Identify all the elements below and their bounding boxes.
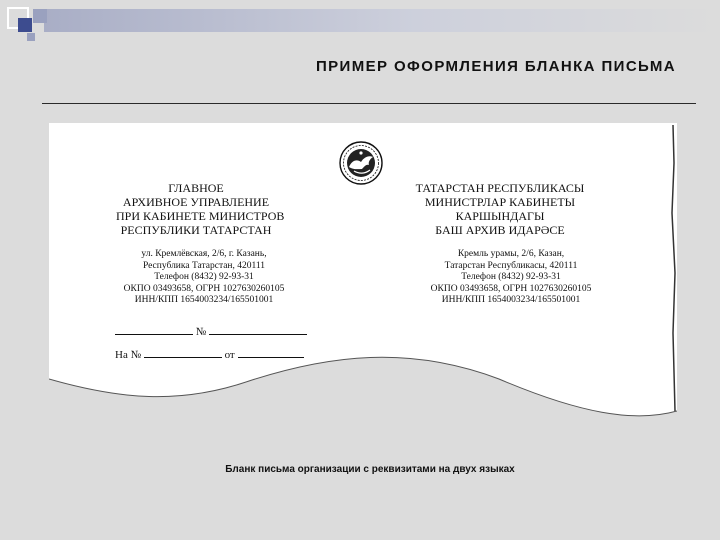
left-org-line: РЕСПУБЛИКИ ТАТАРСТАН: [120, 223, 272, 237]
number-sign: №: [195, 326, 207, 338]
figure-caption: Бланк письма организации с реквизитами на двух языках: [225, 464, 515, 475]
left-address-line: Телефон (8432) 92-93-31: [154, 272, 254, 282]
right-org-line: КАРШЫНДАГЫ: [455, 209, 545, 223]
letterhead-sheet: [49, 123, 677, 456]
reference-prefix: На №: [115, 349, 142, 361]
title-divider: [42, 103, 696, 104]
right-address-line: Кремль урамы, 2/6, Казан,: [457, 249, 565, 259]
right-org-line: МИНИСТРЛАР КАБИНЕТЫ: [424, 195, 576, 209]
right-address-line: ОКПО 03493658, ОГРН 1027630260105: [430, 283, 592, 294]
reference-from: от: [224, 349, 235, 361]
deco-square-light: [33, 9, 47, 23]
date-blank: [115, 323, 193, 335]
outgoing-number-line: [115, 323, 307, 338]
header-decoration: [0, 0, 720, 46]
left-address-block: [119, 249, 289, 307]
left-address-line: ОКПО 03493658, ОГРН 1027630260105: [123, 283, 285, 294]
left-org-line: АРХИВНОЕ УПРАВЛЕНИЕ: [122, 195, 270, 209]
left-organization-name: [116, 181, 285, 237]
right-address-line: Телефон (8432) 92-93-31: [461, 272, 561, 282]
right-org-line: БАШ АРХИВ ИДАРӘСЕ: [435, 223, 565, 237]
number-blank: [209, 323, 307, 335]
right-address-line: Татарстан Республикасы, 420111: [444, 260, 578, 271]
right-address-block: [421, 249, 601, 307]
reference-line: [115, 346, 304, 361]
left-org-line: ПРИ КАБИНЕТЕ МИНИСТРОВ: [116, 209, 285, 223]
reference-number-blank: [144, 346, 222, 358]
header-band: [44, 9, 720, 32]
right-address-line: ИНН/КПП 1654003234/165501001: [441, 295, 581, 305]
left-address-line: ул. Кремлёвская, 2/6, г. Казань,: [141, 249, 267, 259]
left-address-line: Республика Татарстан, 420111: [142, 260, 266, 271]
right-org-line: ТАТАРСТАН РЕСПУБЛИКАСЫ: [415, 181, 585, 195]
coat-of-arms-emblem: [332, 140, 390, 186]
reference-date-blank: [238, 346, 304, 358]
deco-square-dark: [18, 18, 32, 32]
deco-square-small: [27, 33, 35, 41]
left-org-line: ГЛАВНОЕ: [168, 181, 224, 195]
left-address-line: ИНН/КПП 1654003234/165501001: [134, 295, 274, 305]
right-organization-name: [410, 181, 590, 237]
slide-title: ПРИМЕР ОФОРМЛЕНИЯ БЛАНКА ПИСЬМА: [315, 58, 676, 75]
